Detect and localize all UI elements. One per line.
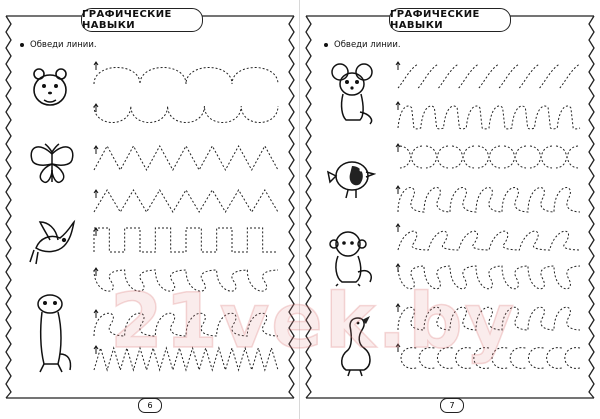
start-arrow-icon: [396, 186, 400, 194]
trace-line-crosses: [400, 146, 578, 168]
trace-line-curls: [398, 231, 580, 250]
page-header-left: ГРАФИЧЕСКИЕ НАВЫКИ: [81, 8, 203, 32]
watermark: 21vek.by: [110, 276, 517, 365]
start-arrow-icon: [396, 144, 400, 152]
page-number-right: 7: [440, 398, 464, 413]
start-arrow-icon: [94, 190, 98, 198]
trace-line-u-arcs: [94, 106, 278, 123]
trace-line-meander: [94, 228, 278, 252]
start-arrow-icon: [396, 102, 400, 110]
trace-line-hooks: [398, 106, 580, 129]
start-arrow-icon: [94, 228, 98, 236]
start-arrow-icon: [94, 146, 98, 154]
instruction-text-left: Обведи линии.: [30, 40, 97, 50]
trace-line-slashes: [398, 64, 580, 88]
start-arrow-icon: [396, 224, 400, 232]
start-arrow-icon: [396, 62, 400, 70]
start-arrow-icon: [94, 346, 98, 354]
instruction-text-right: Обведи линии.: [334, 40, 401, 50]
start-arrow-icon: [94, 310, 98, 318]
trace-line-zigzag-tall: [94, 146, 278, 170]
page-header-right: ГРАФИЧЕСКИЕ НАВЫКИ: [389, 8, 511, 32]
trace-line-zigzag: [94, 190, 278, 212]
trace-line-waves: [94, 68, 278, 85]
start-arrow-icon: [396, 264, 400, 272]
start-arrow-icon: [94, 62, 98, 70]
trace-line-tall-loops: [398, 188, 580, 212]
page-number-left: 6: [138, 398, 162, 413]
